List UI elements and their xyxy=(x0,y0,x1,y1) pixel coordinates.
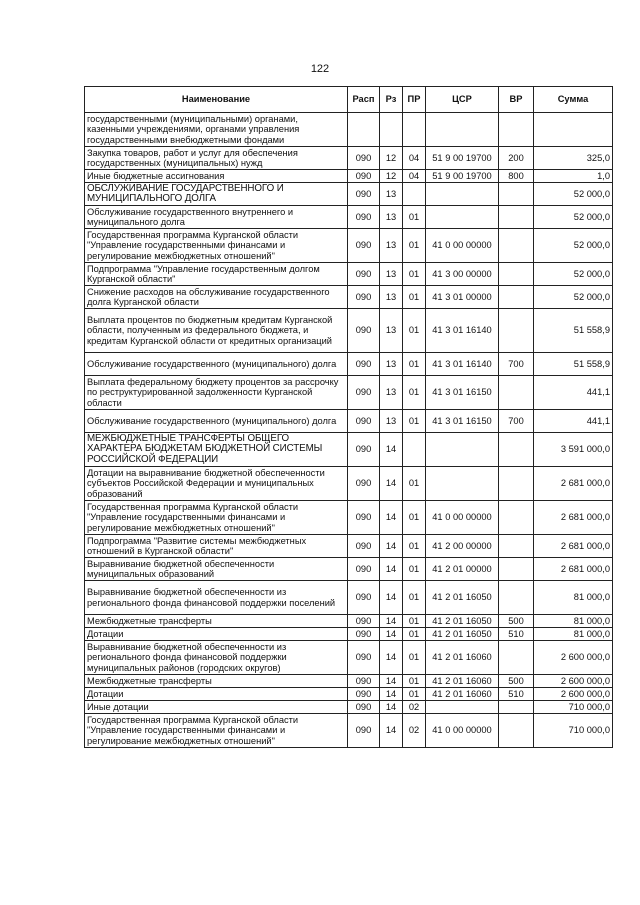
cell-pr: 04 xyxy=(403,170,426,183)
cell-pr xyxy=(403,113,426,147)
table-row xyxy=(85,170,613,183)
cell-rz: 13 xyxy=(380,353,403,376)
cell-sum: 2 681 000,0 xyxy=(534,535,613,558)
cell-sum: 81 000,0 xyxy=(534,615,613,628)
cell-rz: 14 xyxy=(380,558,403,581)
cell-rz: 14 xyxy=(380,714,403,748)
cell-rasp: 090 xyxy=(348,353,380,376)
cell-vr xyxy=(499,581,534,615)
cell-sum: 441,1 xyxy=(534,376,613,410)
cell-sum: 51 558,9 xyxy=(534,353,613,376)
table-row xyxy=(85,113,613,147)
cell-name: Выравнивание бюджетной обеспеченности муниципальных образований xyxy=(85,558,348,581)
table-row xyxy=(85,675,613,688)
cell-vr xyxy=(499,467,534,501)
cell-csr: 51 9 00 19700 xyxy=(426,147,499,170)
cell-csr: 41 2 00 00000 xyxy=(426,535,499,558)
cell-name: Межбюджетные трансферты xyxy=(85,675,348,688)
table-row xyxy=(85,147,613,170)
cell-vr: 700 xyxy=(499,410,534,433)
cell-rasp: 090 xyxy=(348,558,380,581)
cell-rasp: 090 xyxy=(348,535,380,558)
table-row xyxy=(85,558,613,581)
cell-rz: 12 xyxy=(380,170,403,183)
budget-table xyxy=(84,86,613,748)
cell-name: Выплата процентов по бюджетным кредитам Курганской области, полученным из федерального бюджета, и кредитам Курганской области от кредитных организаций xyxy=(85,309,348,353)
cell-sum: 710 000,0 xyxy=(534,714,613,748)
cell-rz: 14 xyxy=(380,641,403,675)
cell-name: Государственная программа Курганской области "Управление государственными финансами и регулирование межбюджетных отношений" xyxy=(85,229,348,263)
table-row xyxy=(85,581,613,615)
cell-pr: 01 xyxy=(403,628,426,641)
cell-rasp: 090 xyxy=(348,206,380,229)
cell-csr: 41 2 01 16060 xyxy=(426,675,499,688)
cell-sum: 2 600 000,0 xyxy=(534,688,613,701)
cell-rasp: 090 xyxy=(348,183,380,206)
cell-rz: 14 xyxy=(380,581,403,615)
table-row xyxy=(85,376,613,410)
cell-name: Закупка товаров, работ и услуг для обеспечения государственных (муниципальных) нужд xyxy=(85,147,348,170)
cell-name: Подпрограмма "Развитие системы межбюджетных отношений в Курганской области" xyxy=(85,535,348,558)
cell-vr: 500 xyxy=(499,675,534,688)
cell-vr xyxy=(499,263,534,286)
header-rz: Рз xyxy=(380,87,403,113)
table-row xyxy=(85,628,613,641)
table-row xyxy=(85,229,613,263)
cell-vr xyxy=(499,641,534,675)
cell-sum: 1,0 xyxy=(534,170,613,183)
cell-csr: 41 0 00 00000 xyxy=(426,501,499,535)
cell-rz: 13 xyxy=(380,410,403,433)
table-body xyxy=(85,113,613,748)
cell-name: Иные дотации xyxy=(85,701,348,714)
cell-csr: 41 0 00 00000 xyxy=(426,229,499,263)
cell-name: Снижение расходов на обслуживание государственного долга Курганской области xyxy=(85,286,348,309)
cell-name: Дотации xyxy=(85,628,348,641)
cell-vr xyxy=(499,229,534,263)
cell-rasp: 090 xyxy=(348,501,380,535)
cell-pr: 01 xyxy=(403,558,426,581)
table-row xyxy=(85,714,613,748)
cell-vr xyxy=(499,376,534,410)
cell-vr xyxy=(499,286,534,309)
table-row xyxy=(85,688,613,701)
cell-sum: 81 000,0 xyxy=(534,628,613,641)
cell-rasp: 090 xyxy=(348,641,380,675)
cell-name: ОБСЛУЖИВАНИЕ ГОСУДАРСТВЕННОГО И МУНИЦИПАЛЬНОГО ДОЛГА xyxy=(85,183,348,206)
header-name: Наименование xyxy=(85,87,348,113)
cell-rz: 12 xyxy=(380,147,403,170)
cell-pr: 01 xyxy=(403,641,426,675)
cell-csr xyxy=(426,467,499,501)
cell-name: Государственная программа Курганской области "Управление государственными финансами и регулирование межбюджетных отношений" xyxy=(85,501,348,535)
cell-vr xyxy=(499,535,534,558)
cell-rasp: 090 xyxy=(348,147,380,170)
header-csr: ЦСР xyxy=(426,87,499,113)
cell-pr: 02 xyxy=(403,701,426,714)
cell-vr xyxy=(499,206,534,229)
cell-rz: 14 xyxy=(380,433,403,467)
cell-name: Иные бюджетные ассигнования xyxy=(85,170,348,183)
cell-vr xyxy=(499,309,534,353)
cell-pr: 01 xyxy=(403,206,426,229)
header-vr: ВР xyxy=(499,87,534,113)
cell-csr: 41 3 00 00000 xyxy=(426,263,499,286)
cell-pr: 01 xyxy=(403,535,426,558)
cell-rasp: 090 xyxy=(348,615,380,628)
cell-rz: 13 xyxy=(380,376,403,410)
cell-csr xyxy=(426,183,499,206)
cell-csr: 41 0 00 00000 xyxy=(426,714,499,748)
cell-sum: 52 000,0 xyxy=(534,263,613,286)
cell-sum: 81 000,0 xyxy=(534,581,613,615)
cell-sum: 52 000,0 xyxy=(534,229,613,263)
cell-pr xyxy=(403,433,426,467)
cell-sum: 2 600 000,0 xyxy=(534,641,613,675)
cell-name: Дотации xyxy=(85,688,348,701)
cell-name: Обслуживание государственного (муниципального) долга xyxy=(85,353,348,376)
cell-vr xyxy=(499,433,534,467)
cell-rasp: 090 xyxy=(348,688,380,701)
cell-vr xyxy=(499,501,534,535)
cell-pr: 01 xyxy=(403,229,426,263)
cell-rasp: 090 xyxy=(348,701,380,714)
cell-pr: 01 xyxy=(403,376,426,410)
header-pr: ПР xyxy=(403,87,426,113)
cell-csr: 41 2 01 16060 xyxy=(426,688,499,701)
cell-csr: 51 9 00 19700 xyxy=(426,170,499,183)
cell-vr xyxy=(499,183,534,206)
cell-name: Выплата федеральному бюджету процентов за рассрочку по реструктурированной задолженности Курганской области xyxy=(85,376,348,410)
cell-sum: 52 000,0 xyxy=(534,206,613,229)
cell-rasp: 090 xyxy=(348,433,380,467)
cell-name: государственными (муниципальными) органами, казенными учреждениями, органами управления государственными внебюджетными фондами xyxy=(85,113,348,147)
cell-rasp xyxy=(348,113,380,147)
cell-pr: 01 xyxy=(403,353,426,376)
cell-csr xyxy=(426,433,499,467)
cell-rasp: 090 xyxy=(348,229,380,263)
table-row xyxy=(85,701,613,714)
table-row xyxy=(85,286,613,309)
cell-vr: 500 xyxy=(499,615,534,628)
table-row xyxy=(85,641,613,675)
cell-rz: 13 xyxy=(380,183,403,206)
cell-csr: 41 3 01 16150 xyxy=(426,376,499,410)
cell-pr: 02 xyxy=(403,714,426,748)
table-row xyxy=(85,263,613,286)
cell-rz: 14 xyxy=(380,535,403,558)
table-row xyxy=(85,353,613,376)
cell-rz: 13 xyxy=(380,286,403,309)
cell-pr: 01 xyxy=(403,675,426,688)
cell-rasp: 090 xyxy=(348,263,380,286)
cell-vr xyxy=(499,558,534,581)
cell-rasp: 090 xyxy=(348,714,380,748)
cell-vr xyxy=(499,701,534,714)
cell-csr: 41 2 01 16050 xyxy=(426,581,499,615)
cell-sum: 710 000,0 xyxy=(534,701,613,714)
cell-csr: 41 3 01 16140 xyxy=(426,353,499,376)
cell-vr: 700 xyxy=(499,353,534,376)
cell-rz: 14 xyxy=(380,675,403,688)
cell-pr xyxy=(403,183,426,206)
cell-sum: 2 681 000,0 xyxy=(534,501,613,535)
cell-csr: 41 3 01 00000 xyxy=(426,286,499,309)
cell-sum: 441,1 xyxy=(534,410,613,433)
cell-rz: 14 xyxy=(380,615,403,628)
table-row xyxy=(85,309,613,353)
page-number: 122 xyxy=(310,63,330,75)
table-row xyxy=(85,615,613,628)
table-header-row xyxy=(85,87,613,113)
cell-rasp: 090 xyxy=(348,309,380,353)
table-row xyxy=(85,206,613,229)
cell-pr: 01 xyxy=(403,688,426,701)
cell-rasp: 090 xyxy=(348,675,380,688)
cell-sum: 3 591 000,0 xyxy=(534,433,613,467)
table-row xyxy=(85,410,613,433)
cell-csr xyxy=(426,206,499,229)
table-row xyxy=(85,433,613,467)
cell-rz: 13 xyxy=(380,309,403,353)
cell-csr: 41 2 01 00000 xyxy=(426,558,499,581)
cell-rasp: 090 xyxy=(348,467,380,501)
cell-name: Государственная программа Курганской области "Управление государственными финансами и регулирование межбюджетных отношений" xyxy=(85,714,348,748)
table-row xyxy=(85,535,613,558)
cell-pr: 01 xyxy=(403,410,426,433)
cell-rz: 14 xyxy=(380,701,403,714)
cell-vr: 200 xyxy=(499,147,534,170)
cell-sum: 52 000,0 xyxy=(534,183,613,206)
cell-pr: 01 xyxy=(403,581,426,615)
cell-csr xyxy=(426,113,499,147)
header-rasp: Расп xyxy=(348,87,380,113)
cell-csr: 41 2 01 16050 xyxy=(426,628,499,641)
cell-csr: 41 2 01 16060 xyxy=(426,641,499,675)
cell-csr xyxy=(426,701,499,714)
cell-csr: 41 3 01 16150 xyxy=(426,410,499,433)
cell-sum: 2 600 000,0 xyxy=(534,675,613,688)
table-row xyxy=(85,467,613,501)
cell-pr: 01 xyxy=(403,309,426,353)
cell-name: Обслуживание государственного (муниципального) долга xyxy=(85,410,348,433)
cell-rasp: 090 xyxy=(348,376,380,410)
cell-rasp: 090 xyxy=(348,581,380,615)
cell-rz: 14 xyxy=(380,628,403,641)
cell-name: Подпрограмма "Управление государственным долгом Курганской области" xyxy=(85,263,348,286)
cell-sum: 325,0 xyxy=(534,147,613,170)
cell-rz: 14 xyxy=(380,501,403,535)
cell-sum: 2 681 000,0 xyxy=(534,467,613,501)
cell-rz xyxy=(380,113,403,147)
cell-vr xyxy=(499,714,534,748)
cell-rz: 13 xyxy=(380,263,403,286)
cell-name: Межбюджетные трансферты xyxy=(85,615,348,628)
cell-pr: 01 xyxy=(403,263,426,286)
cell-vr: 800 xyxy=(499,170,534,183)
cell-csr: 41 2 01 16050 xyxy=(426,615,499,628)
cell-sum: 52 000,0 xyxy=(534,286,613,309)
cell-name: МЕЖБЮДЖЕТНЫЕ ТРАНСФЕРТЫ ОБЩЕГО ХАРАКТЕРА БЮДЖЕТАМ БЮДЖЕТНОЙ СИСТЕМЫ РОССИЙСКОЙ ФЕДЕРАЦИИ xyxy=(85,433,348,467)
cell-rz: 14 xyxy=(380,688,403,701)
cell-csr: 41 3 01 16140 xyxy=(426,309,499,353)
cell-sum xyxy=(534,113,613,147)
cell-name: Обслуживание государственного внутреннего и муниципального долга xyxy=(85,206,348,229)
cell-vr: 510 xyxy=(499,688,534,701)
cell-rz: 14 xyxy=(380,467,403,501)
cell-vr: 510 xyxy=(499,628,534,641)
cell-sum: 51 558,9 xyxy=(534,309,613,353)
cell-pr: 01 xyxy=(403,286,426,309)
cell-pr: 01 xyxy=(403,615,426,628)
cell-vr xyxy=(499,113,534,147)
cell-sum: 2 681 000,0 xyxy=(534,558,613,581)
cell-rasp: 090 xyxy=(348,410,380,433)
cell-pr: 01 xyxy=(403,501,426,535)
cell-rasp: 090 xyxy=(348,628,380,641)
cell-rasp: 090 xyxy=(348,286,380,309)
cell-name: Выравнивание бюджетной обеспеченности из регионального фонда финансовой поддержки поселений xyxy=(85,581,348,615)
header-sum: Сумма xyxy=(534,87,613,113)
table-row xyxy=(85,183,613,206)
cell-name: Дотации на выравнивание бюджетной обеспеченности субъектов Российской Федерации и муниципальных образований xyxy=(85,467,348,501)
cell-name: Выравнивание бюджетной обеспеченности из регионального фонда финансовой поддержки муниципальных районов (городских округов) xyxy=(85,641,348,675)
cell-pr: 04 xyxy=(403,147,426,170)
cell-rasp: 090 xyxy=(348,170,380,183)
cell-pr: 01 xyxy=(403,467,426,501)
cell-rz: 13 xyxy=(380,206,403,229)
table-row xyxy=(85,501,613,535)
cell-rz: 13 xyxy=(380,229,403,263)
